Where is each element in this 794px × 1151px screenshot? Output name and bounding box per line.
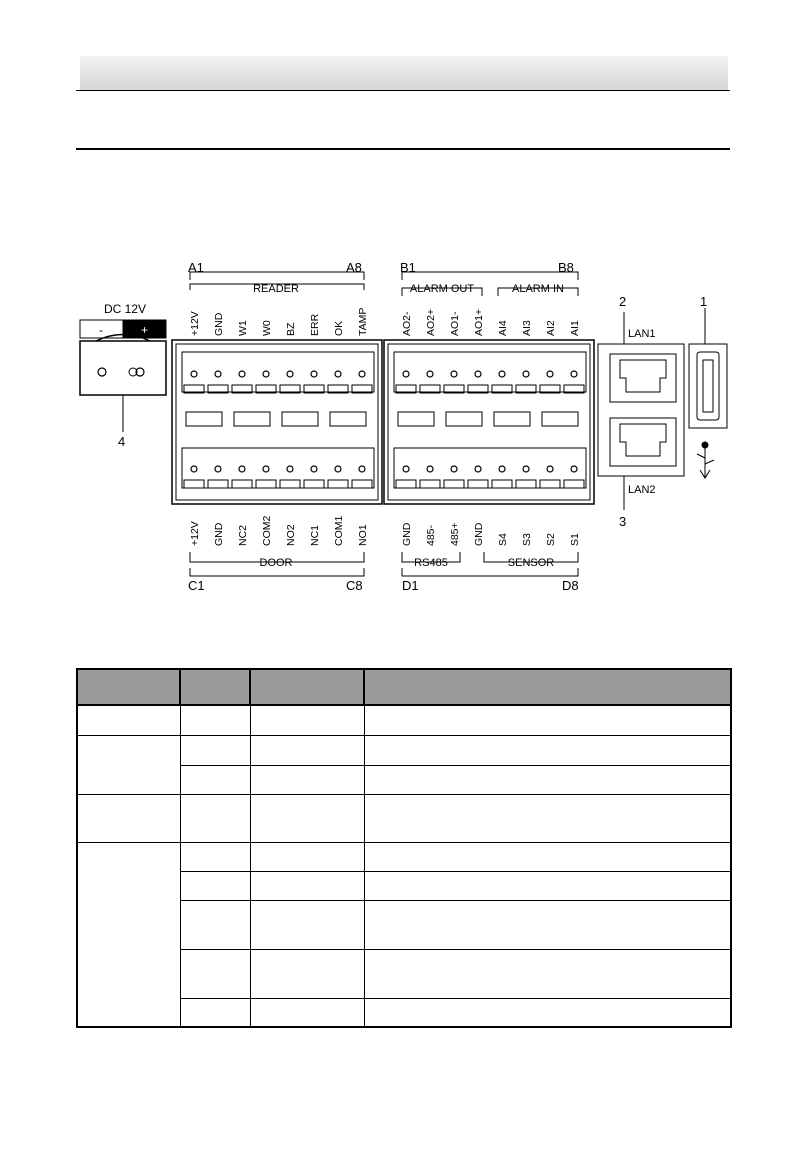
table-cell: [77, 842, 180, 1027]
callout-3: 3: [619, 514, 627, 529]
terminal-pin-top: [547, 371, 553, 377]
table-header-row: [77, 669, 731, 705]
pin-label-top: AO1+: [473, 308, 485, 336]
table-cell: [364, 794, 731, 842]
terminal-latch-bottom: [420, 480, 440, 488]
table-cell: [250, 705, 364, 735]
alarm-in-label: ALARM IN: [512, 283, 564, 295]
terminal-pin-top: [263, 371, 269, 377]
table-cell: [180, 735, 250, 765]
terminal-pin-bottom: [403, 466, 409, 472]
pin-label-top: AO1-: [449, 311, 461, 336]
terminal-pin-top: [523, 371, 529, 377]
group-d-start: D1: [402, 578, 419, 593]
terminal-latch-bottom: [444, 480, 464, 488]
table-header-cell: [250, 669, 364, 705]
group-b-end: B8: [558, 260, 574, 275]
pin-label-bottom: COM2: [261, 515, 273, 546]
terminal-pin-bottom: [335, 466, 341, 472]
terminal-pin-bottom: [475, 466, 481, 472]
pin-label-top: AI2: [545, 320, 557, 336]
terminal-latch-bottom: [328, 480, 348, 488]
terminal-pin-top: [571, 371, 577, 377]
pin-label-top: AO2+: [425, 308, 437, 336]
terminal-latch-bottom: [516, 480, 536, 488]
terminal-pin-top: [359, 371, 365, 377]
table-cell: [180, 794, 250, 842]
pin-label-top: AO2-: [401, 311, 413, 336]
reader-label: READER: [253, 283, 299, 295]
table-row: [77, 735, 731, 765]
terminal-pin-top: [451, 371, 457, 377]
pin-label-top: AI3: [521, 320, 533, 336]
group-a-end: A8: [346, 260, 362, 275]
table-cell: [180, 705, 250, 735]
callout-4: 4: [118, 434, 126, 449]
terminal-pin-bottom: [571, 466, 577, 472]
pin-label-bottom: S2: [545, 533, 557, 546]
terminal-pin-bottom: [287, 466, 293, 472]
pin-label-bottom: S1: [569, 533, 581, 546]
table-cell: [364, 842, 731, 871]
terminal-pin-top: [427, 371, 433, 377]
terminal-latch-bottom: [352, 480, 372, 488]
table-cell: [364, 765, 731, 794]
terminal-latch-bottom: [280, 480, 300, 488]
callout-2: 2: [619, 294, 627, 309]
terminal-pin-top: [311, 371, 317, 377]
pin-label-top: TAMP: [357, 307, 369, 336]
pin-label-bottom: S3: [521, 533, 533, 546]
pin-label-top: BZ: [285, 322, 297, 336]
pin-label-bottom: +12V: [189, 521, 201, 546]
rs485-label: RS485: [414, 557, 448, 569]
terminal-latch-bottom: [468, 480, 488, 488]
table-cell: [364, 871, 731, 900]
table-row: [77, 794, 731, 842]
group-c-end: C8: [346, 578, 363, 593]
terminal-pin-top: [475, 371, 481, 377]
terminal-pin-bottom: [547, 466, 553, 472]
table-cell: [250, 842, 364, 871]
pin-label-top: AI4: [497, 320, 509, 336]
table-row: [77, 842, 731, 871]
pin-label-bottom: 485-: [425, 524, 437, 546]
table-header-cell: [180, 669, 250, 705]
table-cell: [250, 871, 364, 900]
top-pin-labels: [189, 308, 581, 336]
terminal-latch-bottom: [492, 480, 512, 488]
table-cell: [77, 705, 180, 735]
pin-label-bottom: S4: [497, 533, 509, 546]
terminal-latch-bottom: [304, 480, 324, 488]
group-d-end: D8: [562, 578, 579, 593]
group-b-start: B1: [400, 260, 416, 275]
alarm-out-label: ALARM OUT: [409, 283, 475, 295]
table-cell: [364, 705, 731, 735]
terminal-pin-bottom: [523, 466, 529, 472]
door-label: DOOR: [259, 557, 293, 569]
table-cell: [180, 842, 250, 871]
table-cell: [364, 900, 731, 949]
sensor-label: SENSOR: [507, 557, 555, 569]
pin-label-bottom: 485+: [449, 522, 461, 546]
terminal-pin-top: [239, 371, 245, 377]
table-cell: [180, 998, 250, 1027]
terminal-latch-bottom: [564, 480, 584, 488]
pin-label-bottom: GND: [473, 522, 485, 546]
pin-label-top: W1: [237, 320, 249, 336]
pin-label-bottom: NO1: [357, 524, 369, 546]
terminal-pin-bottom: [451, 466, 457, 472]
table-cell: [180, 949, 250, 998]
table-cell: [364, 949, 731, 998]
table-cell: [250, 794, 364, 842]
pin-label-top: GND: [213, 312, 225, 336]
terminal-pin-bottom: [191, 466, 197, 472]
table-header-cell: [77, 669, 180, 705]
lan1-label: LAN1: [628, 328, 656, 340]
group-c-start: C1: [188, 578, 205, 593]
terminal-latch-bottom: [540, 480, 560, 488]
table-cell: [250, 998, 364, 1027]
terminal-pin-bottom: [263, 466, 269, 472]
terminal-pin-bottom: [239, 466, 245, 472]
pin-label-top: W0: [261, 320, 273, 336]
pin-label-bottom: GND: [401, 522, 413, 546]
dc-title: DC 12V: [104, 302, 147, 316]
callout-1: 1: [700, 294, 708, 309]
table-cell: [364, 998, 731, 1027]
table-cell: [250, 765, 364, 794]
pin-description-table: [76, 668, 732, 1026]
terminal-pin-top: [191, 371, 197, 377]
terminal-latch-bottom: [232, 480, 252, 488]
group-a-start: A1: [188, 260, 204, 275]
terminal-pin-top: [403, 371, 409, 377]
terminal-pin-bottom: [427, 466, 433, 472]
pin-label-bottom: GND: [213, 522, 225, 546]
terminal-latch-bottom: [208, 480, 228, 488]
table-header-cell: [364, 669, 731, 705]
table-cell: [250, 900, 364, 949]
terminal-latch-bottom: [396, 480, 416, 488]
pin-label-bottom: NC2: [237, 524, 249, 546]
table-cell: [250, 949, 364, 998]
terminal-pin-bottom: [311, 466, 317, 472]
terminal-pin-top: [215, 371, 221, 377]
terminal-latch-bottom: [256, 480, 276, 488]
terminal-pin-top: [499, 371, 505, 377]
table-cell: [180, 765, 250, 794]
table-cell: [77, 794, 180, 842]
dc-plus-label: +: [141, 323, 149, 337]
dc-minus-label: -: [99, 323, 103, 337]
table-cell: [180, 871, 250, 900]
terminal-pin-bottom: [359, 466, 365, 472]
pin-label-top: AI1: [569, 320, 581, 336]
terminal-latch-bottom: [184, 480, 204, 488]
pin-label-bottom: NO2: [285, 524, 297, 546]
terminal-pin-bottom: [499, 466, 505, 472]
pin-label-bottom: NC1: [309, 524, 321, 546]
bottom-pin-labels: [189, 516, 581, 546]
table-cell: [180, 900, 250, 949]
pin-label-top: OK: [333, 320, 345, 336]
pin-label-bottom: COM1: [333, 515, 345, 546]
terminal-pin-top: [287, 371, 293, 377]
table-row: [77, 705, 731, 735]
pin-label-top: ERR: [309, 313, 321, 336]
table-cell: [77, 735, 180, 794]
terminal-pin-top: [335, 371, 341, 377]
pin-label-top: +12V: [189, 311, 201, 336]
table-cell: [250, 735, 364, 765]
table-cell: [364, 735, 731, 765]
terminal-pin-bottom: [215, 466, 221, 472]
lan2-label: LAN2: [628, 484, 656, 496]
